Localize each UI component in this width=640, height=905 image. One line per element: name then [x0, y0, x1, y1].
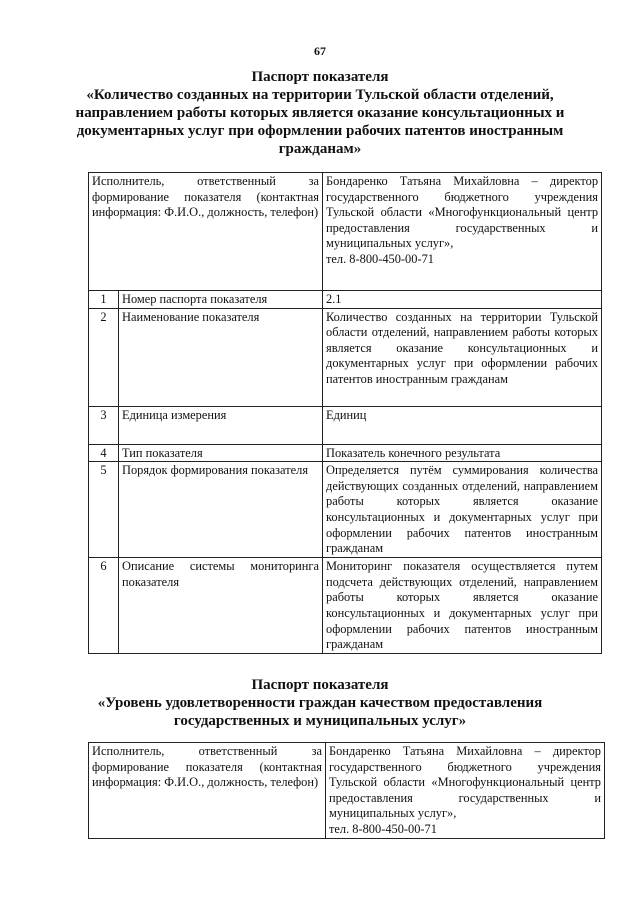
row-name: Номер паспорта показателя — [119, 291, 323, 309]
table-row — [89, 444, 602, 462]
executor-value-text: Бондаренко Татьяна Михайловна – директор государственного бюджетного учреждения Тульской области «Многофункциональный центр предоставления государственных и муниципальных услуг», — [329, 744, 601, 821]
table-row — [89, 308, 602, 406]
row-number: 2 — [89, 308, 119, 406]
executor-value — [323, 173, 602, 291]
table-row — [89, 462, 602, 558]
passport1-subtitle-line: направлением работы которых является оказание консультационных и — [75, 105, 565, 121]
page-number: 67 — [314, 44, 326, 58]
row-value: Единиц — [323, 406, 602, 444]
passport1-subtitle-line: гражданам» — [278, 141, 362, 157]
executor-row — [89, 173, 602, 291]
passport1-heading — [60, 68, 580, 158]
passport1-subtitle-line: документарных услуг при оформлении рабочих патентов иностранным — [76, 123, 564, 139]
passport1-title: Паспорт показателя — [251, 69, 389, 85]
passport1-subtitle-line: «Количество созданных на территории Тульской области отделений, — [86, 87, 554, 103]
executor-label: Исполнитель, ответственный за формирование показателя (контактная информация: Ф.И.О., должность, телефон) — [89, 173, 323, 291]
row-name: Порядок формирования показателя — [119, 462, 323, 558]
table-row — [89, 406, 602, 444]
passport2-heading — [60, 676, 580, 730]
row-number: 5 — [89, 462, 119, 558]
row-number: 6 — [89, 558, 119, 654]
passport1-table — [88, 172, 602, 654]
executor-phone: тел. 8-800-450-00-71 — [329, 821, 437, 836]
row-value: Количество созданных на территории Тульской области отделений, направлением работы которых является оказание консультационных и документарных услуг при оформлении рабочих патентов иностранным гражданам — [323, 308, 602, 406]
row-number: 1 — [89, 291, 119, 309]
row-value: Показатель конечного результата — [323, 444, 602, 462]
executor-row — [89, 743, 605, 839]
row-value: Определяется путём суммирования количества действующих созданных отделений, направлением работы которых является оказание консультационных и документарных услуг при оформлении рабочих патентов иностранным гражданам — [323, 462, 602, 558]
executor-value — [326, 743, 605, 839]
executor-phone: тел. 8-800-450-00-71 — [326, 251, 434, 266]
row-value: 2.1 — [323, 291, 602, 309]
row-name: Наименование показателя — [119, 308, 323, 406]
passport2-title: Паспорт показателя — [251, 677, 389, 693]
executor-label: Исполнитель, ответственный за формирование показателя (контактная информация: Ф.И.О., должность, телефон) — [89, 743, 326, 839]
row-value: Мониторинг показателя осуществляется путем подсчета действующих отделений, направлением работы которых является оказание консультационных и документарных услуг при оформлении рабочих патентов иностранным гражданам — [323, 558, 602, 654]
row-name: Единица измерения — [119, 406, 323, 444]
executor-value-text: Бондаренко Татьяна Михайловна – директор государственного бюджетного учреждения Тульской области «Многофункциональный центр предоставления государственных и муниципальных услуг», — [326, 174, 599, 251]
table-row — [89, 291, 602, 309]
row-number: 4 — [89, 444, 119, 462]
passport2-subtitle-line: государственных и муниципальных услуг» — [173, 713, 467, 729]
row-number: 3 — [89, 406, 119, 444]
passport2-subtitle-line: «Уровень удовлетворенности граждан качеством предоставления — [97, 695, 543, 711]
table-row — [89, 558, 602, 654]
row-name: Тип показателя — [119, 444, 323, 462]
row-name: Описание системы мониторинга показателя — [119, 558, 323, 654]
passport2-table — [88, 742, 605, 839]
